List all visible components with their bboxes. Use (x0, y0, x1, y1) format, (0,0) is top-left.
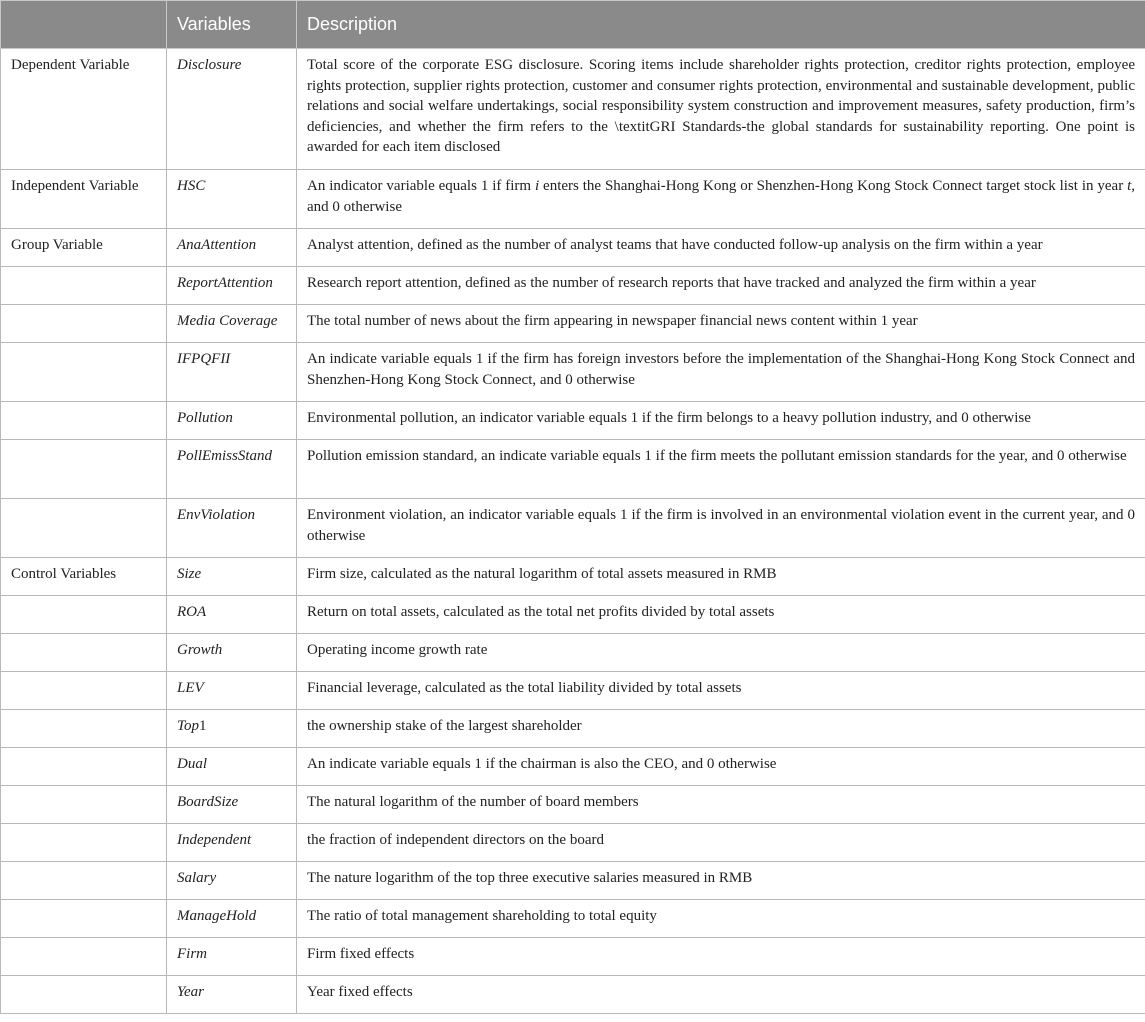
header-variables: Variables (167, 1, 297, 49)
row-variable: IFPQFII (167, 343, 297, 402)
table-row (1, 748, 1145, 786)
row-variable (167, 710, 297, 748)
row-group (1, 672, 167, 710)
row-group: Group Variable (1, 229, 167, 267)
table-row (1, 900, 1145, 938)
row-variable: HSC (167, 170, 297, 229)
row-description: Firm size, calculated as the natural logarithm of total assets measured in RMB (297, 558, 1145, 596)
row-description: Research report attention, defined as the number of research reports that have tracked and analyzed the firm within a year (297, 267, 1145, 305)
table-row (1, 672, 1145, 710)
table-row (1, 499, 1145, 558)
row-description: Pollution emission standard, an indicate variable equals 1 if the firm meets the pollutant emission standards for the year, and 0 otherwise (297, 440, 1145, 499)
row-description: the ownership stake of the largest shareholder (297, 710, 1145, 748)
row-group (1, 976, 167, 1014)
row-group (1, 499, 167, 558)
table-row (1, 634, 1145, 672)
row-description (297, 170, 1145, 229)
row-group (1, 343, 167, 402)
row-description: Return on total assets, calculated as the total net profits divided by total assets (297, 596, 1145, 634)
row-group (1, 862, 167, 900)
table-body (1, 49, 1145, 1014)
table-row (1, 710, 1145, 748)
row-group: Independent Variable (1, 170, 167, 229)
desc-index-t: t (1127, 178, 1132, 194)
row-variable: EnvViolation (167, 499, 297, 558)
row-group (1, 440, 167, 499)
table-row (1, 170, 1145, 229)
row-variable: ReportAttention (167, 267, 297, 305)
row-description: Financial leverage, calculated as the total liability divided by total assets (297, 672, 1145, 710)
row-group (1, 634, 167, 672)
row-group (1, 305, 167, 343)
table-row (1, 786, 1145, 824)
table-header (1, 1, 1145, 49)
row-description: The nature logarithm of the top three executive salaries measured in RMB (297, 862, 1145, 900)
row-group (1, 596, 167, 634)
row-variable: Pollution (167, 402, 297, 440)
row-variable: BoardSize (167, 786, 297, 824)
row-group: Control Variables (1, 558, 167, 596)
header-category (1, 1, 167, 49)
row-description: Year fixed effects (297, 976, 1145, 1014)
row-variable: LEV (167, 672, 297, 710)
row-variable: PollEmissStand (167, 440, 297, 499)
desc-index-i: i (534, 178, 540, 194)
row-description: The total number of news about the firm appearing in newspaper financial news content within 1 year (297, 305, 1145, 343)
row-group (1, 267, 167, 305)
table-row (1, 938, 1145, 976)
row-description: The natural logarithm of the number of board members (297, 786, 1145, 824)
row-group (1, 824, 167, 862)
row-variable: Media Coverage (167, 305, 297, 343)
table-row (1, 49, 1145, 170)
row-variable: Growth (167, 634, 297, 672)
table-row (1, 229, 1145, 267)
row-description: An indicate variable equals 1 if the firm has foreign investors before the implementation of the Shanghai-Hong Kong Stock Connect and Shenzhen-Hong Kong Stock Connect, and 0 otherwise (297, 343, 1145, 402)
row-variable: Independent (167, 824, 297, 862)
row-variable: ManageHold (167, 900, 297, 938)
row-group (1, 402, 167, 440)
table-row (1, 596, 1145, 634)
desc-text-pre: An indicator variable equals 1 if firm (307, 178, 535, 194)
row-group (1, 710, 167, 748)
table-row (1, 976, 1145, 1014)
table-row (1, 402, 1145, 440)
row-description: Environment violation, an indicator variable equals 1 if the firm is involved in an environmental violation event in the current year, and 0 otherwise (297, 499, 1145, 558)
row-variable: ROA (167, 596, 297, 634)
row-description: Firm fixed effects (297, 938, 1145, 976)
row-group (1, 938, 167, 976)
row-description: the fraction of independent directors on the board (297, 824, 1145, 862)
row-description: Total score of the corporate ESG disclosure. Scoring items include shareholder rights protection, creditor rights protection, employee rights protection, supplier rights protection, customer and consumer rights protection, environmental and sustainable development, public relations and social welfare undertakings, social responsibility system construction and improvement measures, safety production, firm’s deficiencies, and whether the firm refers to the \textitGRI Standards-the global standards for sustainability reporting. One point is awarded for each item disclosed (297, 49, 1145, 170)
row-group (1, 748, 167, 786)
desc-text-mid: enters the Shanghai-Hong Kong or Shenzhen-Hong Kong Stock Connect target stock list in year (539, 178, 1128, 194)
table-row (1, 305, 1145, 343)
table-row (1, 343, 1145, 402)
row-description: An indicate variable equals 1 if the chairman is also the CEO, and 0 otherwise (297, 748, 1145, 786)
table-row (1, 267, 1145, 305)
table-row (1, 824, 1145, 862)
row-description: Analyst attention, defined as the number of analyst teams that have conducted follow-up analysis on the firm within a year (297, 229, 1145, 267)
row-description: Operating income growth rate (297, 634, 1145, 672)
table-row (1, 862, 1145, 900)
variable-top-text: Top (177, 718, 199, 734)
row-variable: Year (167, 976, 297, 1014)
row-variable: AnaAttention (167, 229, 297, 267)
row-variable: Firm (167, 938, 297, 976)
row-group (1, 900, 167, 938)
header-row (1, 1, 1145, 49)
table-row (1, 440, 1145, 499)
desc-text-post: , and 0 otherwise (307, 178, 1136, 215)
row-group (1, 786, 167, 824)
row-description: The ratio of total management shareholding to total equity (297, 900, 1145, 938)
table-row (1, 558, 1145, 596)
header-description: Description (297, 1, 1145, 49)
row-group: Dependent Variable (1, 49, 167, 170)
row-description: Environmental pollution, an indicator variable equals 1 if the firm belongs to a heavy pollution industry, and 0 otherwise (297, 402, 1145, 440)
row-variable: Salary (167, 862, 297, 900)
row-variable: Dual (167, 748, 297, 786)
row-variable: Size (167, 558, 297, 596)
variable-top-number: 1 (198, 718, 207, 734)
row-variable: Disclosure (167, 49, 297, 170)
